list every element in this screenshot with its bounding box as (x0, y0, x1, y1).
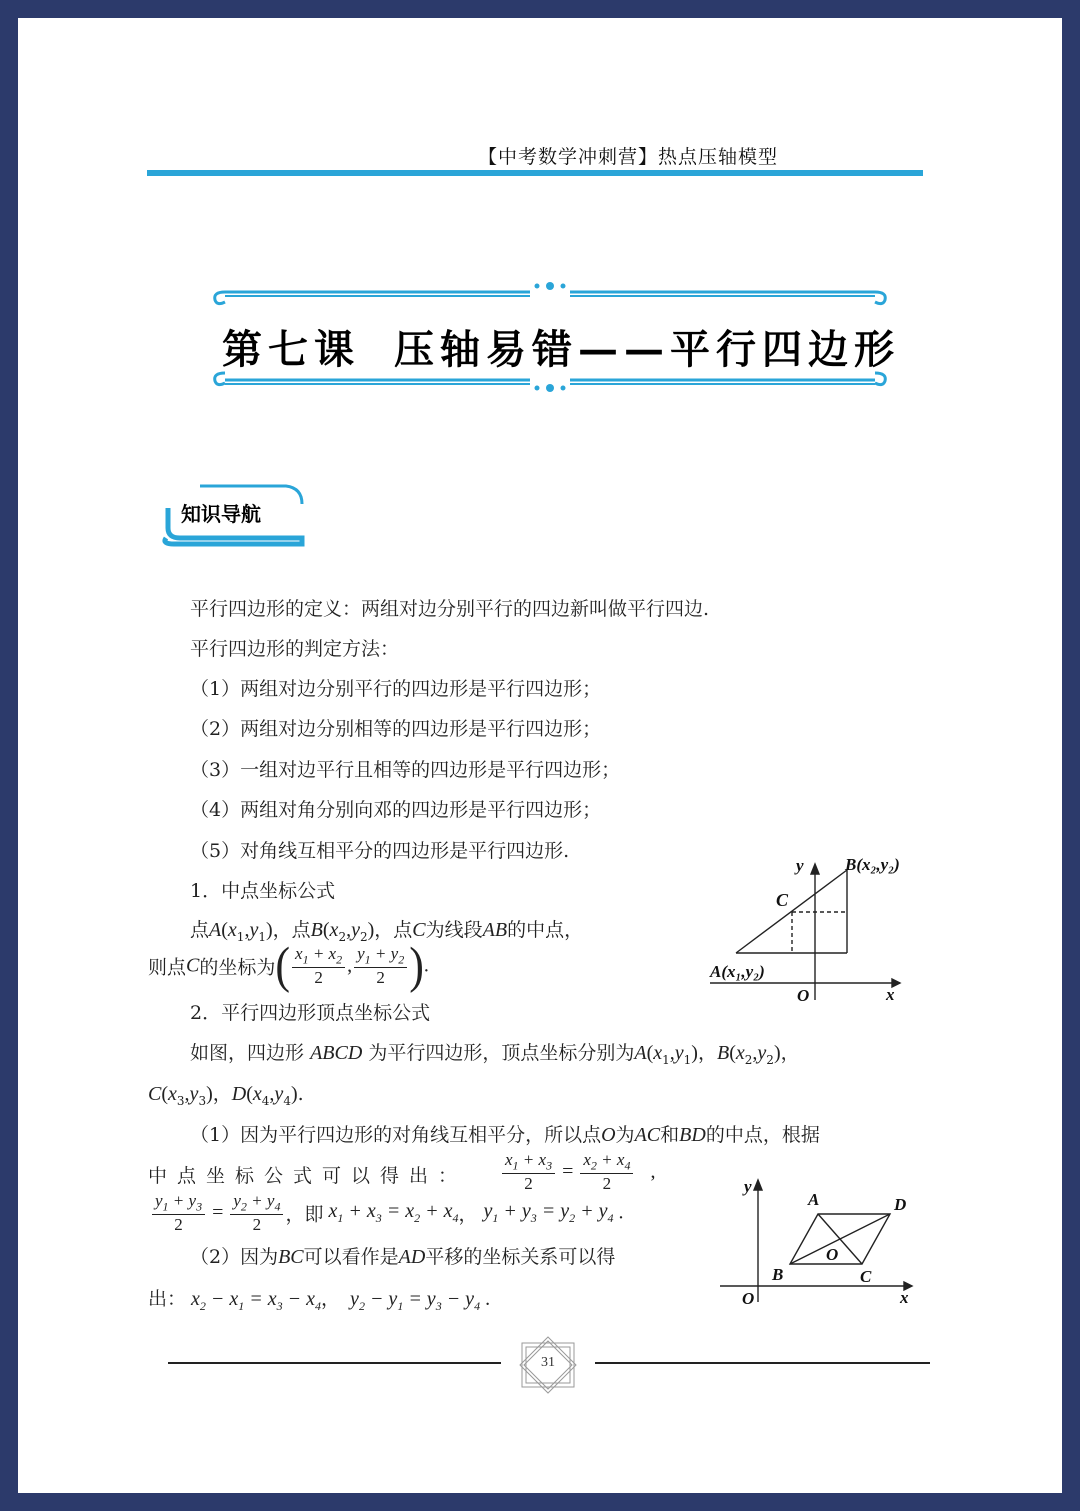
section-badge-label: 知识导航 (181, 502, 261, 526)
reason-2: （2）因为BC可以看作是AD平移的坐标关系可以得 (190, 1246, 616, 1268)
criteria-item: （2）两组对边分别相等的四边形是平行四边形； (190, 718, 602, 740)
fig1-x-label: x (886, 985, 895, 1004)
midpoint-figure (700, 850, 930, 1010)
parallelogram-vertices: $C(x_3,y_3)$，$D(x_4,y_4)$. (148, 1083, 304, 1108)
reason-1-cont: 中点坐标公式可以得出： (148, 1165, 468, 1187)
footer-rule-right (595, 1362, 930, 1364)
fig2-c-label: C (860, 1267, 872, 1286)
translation-equations: 出： $x_2 - x_1 = x_3 - x_4$， $y_2 - y_1 = y_3 - y_4$ . (148, 1288, 491, 1313)
fig1-y-label: y (796, 856, 804, 875)
criteria-item: （4）两组对角分别向邓的四边形是平行四边形； (190, 799, 602, 821)
fig2-x-label: x (900, 1288, 909, 1307)
parallelogram-figure (712, 1172, 922, 1312)
lesson-title (222, 318, 900, 375)
diagonal-y-equation: $\frac{y_1 + y_3}{2}$ = $\frac{y_2 + y_4}{2}$ ，即 $x_1 + x_3 = x_2 + x_4$， $y_1 + y_3 = y_2 + y_4$ . (150, 1191, 624, 1235)
fig1-c-label: C (776, 890, 789, 910)
fig1-a-label: A(x₁,y₂) (710, 962, 765, 981)
fig2-y-label: y (744, 1177, 752, 1196)
page-number: 31 (541, 1355, 555, 1370)
criteria-title: 平行四边形的判定方法： (190, 638, 400, 660)
running-header: 【中考数学冲刺营】热点压轴模型 (478, 146, 779, 168)
midpoint-formula: 则点C的坐标为( $\frac{x_1 + x_2}{2}$ , $\frac{y_1 + y_2}{2}$ ). (148, 937, 429, 994)
diagonal-bd (790, 1214, 890, 1264)
criteria-item: （5）对角线互相平分的四边形是平行四边形. (190, 840, 570, 862)
section-1-title: 1．中点坐标公式 (190, 880, 336, 902)
criteria-item: （1）两组对边分别平行的四边形是平行四边形； (190, 678, 602, 700)
footer-rule-left (168, 1362, 501, 1364)
reason-1: （1）因为平行四边形的对角线互相平分，所以点O为AC和BD的中点，根据 (190, 1124, 820, 1146)
section-2-title: 2．平行四边形顶点坐标公式 (190, 1002, 431, 1024)
lesson-topic: 压轴易错——平行四边形 (394, 326, 900, 373)
definition-text: 平行四边形的定义：两组对边分别平行的四边新叫做平行四边. (190, 598, 710, 620)
diagonal-x-equation: $\frac{x_1 + x_3}{2}$ = $\frac{x_2 + x_4}{2}$ , (500, 1150, 655, 1194)
fig2-a-label: A (808, 1190, 820, 1209)
lesson-number: 第七课 (222, 326, 360, 373)
header-rule (147, 170, 923, 176)
midpoint-statement: 点$A(x_1,y_1)$，点$B(x_2,y_2)$，点C为线段AB的中点， (190, 919, 584, 944)
parallelogram-intro: 如图，四边形 ABCD 为平行四边形，顶点坐标分别为$A(x_1,y_1)$，$B(x_2,y_2)$， (190, 1042, 800, 1067)
fig2-o-label: O (826, 1245, 839, 1264)
fig1-o-label: O (797, 986, 810, 1005)
fig2-origin-label: O (742, 1289, 755, 1308)
y-axis-arrow (811, 864, 819, 874)
fig1-b-label: B(x₂,y₂) (845, 855, 900, 874)
fig2-d-label: D (894, 1195, 907, 1214)
criteria-item: （3）一组对边平行且相等的四边形是平行四边形； (190, 759, 621, 781)
y-axis-arrow (754, 1180, 762, 1190)
fig2-b-label: B (772, 1265, 784, 1284)
